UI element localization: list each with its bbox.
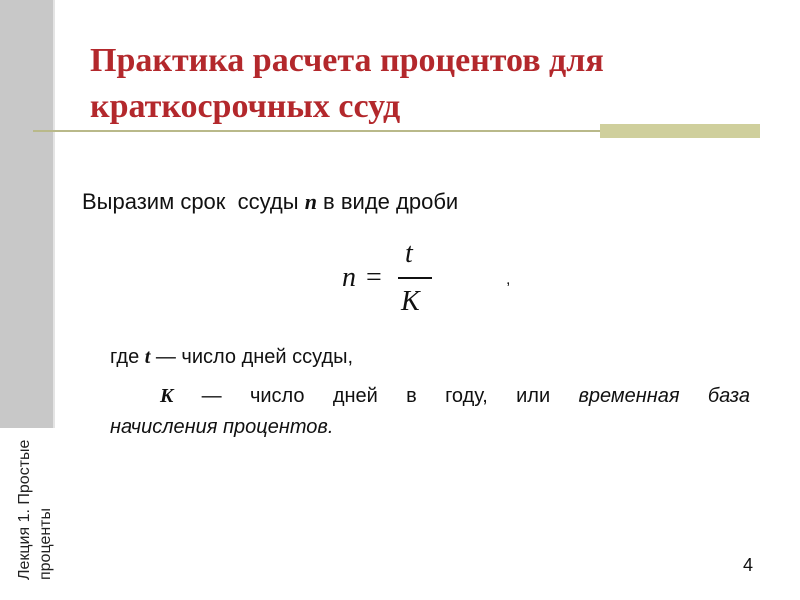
formula-comma: , xyxy=(506,271,511,288)
intro-text-after: в виде дроби xyxy=(316,189,459,214)
intro-text-before: Выразим срок ссуды xyxy=(82,189,305,214)
definition-t xyxy=(110,343,353,371)
formula-equals: = xyxy=(366,262,382,293)
lecture-footer-label: Лекция 1. Простые проценты xyxy=(16,439,54,580)
slide-title: Практика расчета процентов для краткосрочных ссуд xyxy=(90,42,604,125)
fraction-formula xyxy=(342,238,452,322)
left-bar-shadow xyxy=(53,0,55,428)
definition-k-italic: временная база xyxy=(578,385,750,407)
intro-text xyxy=(82,188,458,216)
page-number: 4 xyxy=(742,555,753,575)
definition-k-continuation: начисления процентов. xyxy=(110,416,334,438)
formula-numerator: t xyxy=(405,238,413,269)
formula-denominator: K xyxy=(401,286,420,317)
left-decorative-bar xyxy=(0,0,53,428)
title-underline-accent xyxy=(600,124,760,138)
definition-k xyxy=(110,382,750,410)
definition-t-text: — число дней ссуды, xyxy=(150,346,354,368)
definition-t-var: t xyxy=(144,346,151,368)
definition-k-var: K xyxy=(160,385,174,407)
intro-variable-n: n xyxy=(304,189,317,214)
formula-lhs: n xyxy=(342,262,356,293)
definition-prefix: где xyxy=(110,346,145,368)
definition-k-text: — число дней в году, или xyxy=(173,385,579,407)
fraction-bar xyxy=(398,277,432,279)
